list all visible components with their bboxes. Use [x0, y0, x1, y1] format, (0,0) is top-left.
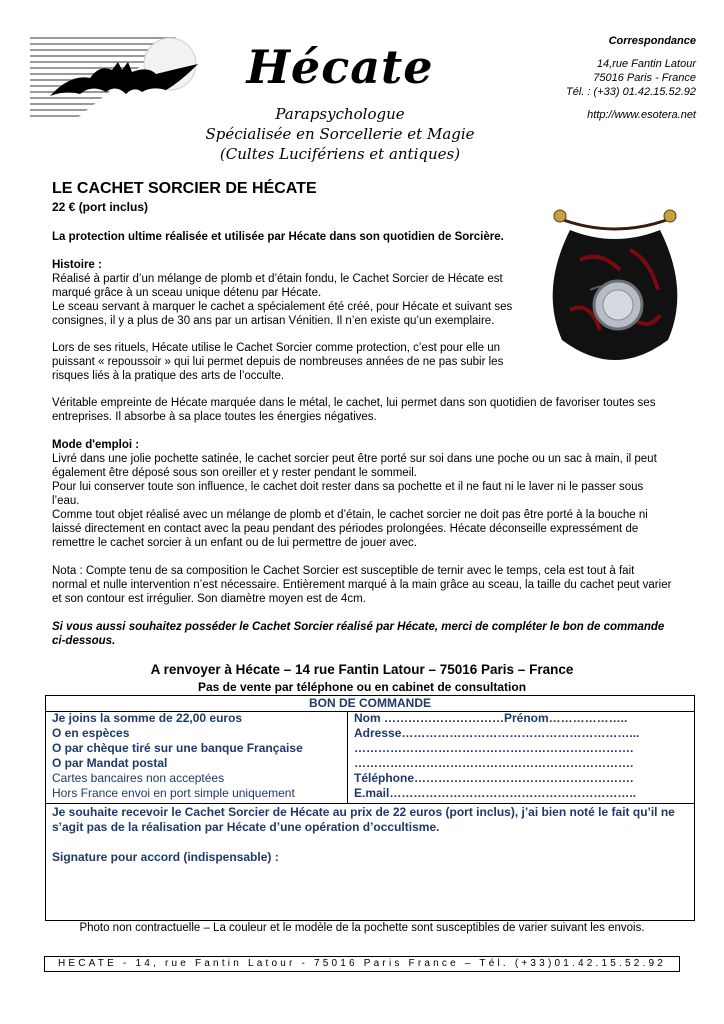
article-title: LE CACHET SORCIER DE HÉCATE [52, 180, 317, 197]
brand-subtitle [180, 104, 500, 164]
history-paragraph: Lors de ses rituels, Hécate utilise le Cachet Sorcier comme protection, c’est pour elle un puissant « repoussoir » qui lui permet depuis de nombreuses années de ne pas subir les risques liés à la pratique des arts de l’occulte. [52, 342, 504, 382]
history-paragraph: Réalisé à partir d’un mélange de plomb et d’étain fondu, le Cachet Sorcier de Hécate est marqué grâce à un sceau unique détenu par Hécate. [52, 273, 503, 299]
amount-label: Je joins la somme de 22,00 euros [52, 711, 243, 725]
phone-field[interactable]: Téléphone………………………………………………. [354, 771, 634, 785]
pay-cheque-option[interactable]: O par chèque tiré sur une banque Française [52, 741, 303, 755]
order-form-title: BON DE COMMANDE [46, 696, 694, 712]
usage-paragraph: Pour lui conserver toute son influence, le cachet doit rester dans sa pochette et il ne faut ni le laver ni le passer sous l’eau. [52, 481, 644, 507]
contact-address-1: 14,rue Fantin Latour [596, 58, 696, 70]
pouch-image [540, 200, 690, 375]
contact-block [476, 34, 696, 122]
subtitle-line: Parapsychologue [275, 105, 405, 123]
agreement-section [46, 803, 694, 921]
no-sale-notice: Pas de vente par téléphone ou en cabinet de consultation [197, 680, 527, 694]
address-line-field[interactable]: ……………………………………………………………. [354, 741, 634, 755]
abroad-note: Hors France envoi en port simple uniquement [52, 786, 295, 800]
usage-heading: Mode d'emploi : [52, 439, 140, 451]
agreement-text: Je souhaite recevoir le Cachet Sorcier de Hécate au prix de 22 euros (port inclus), j’ai bien noté le fait qu’il ne s’agit pas de la réalisation par Hécate d’une opération d’occultisme. [52, 805, 675, 834]
history-heading: Histoire : [52, 259, 102, 271]
photo-disclaimer: Photo non contractuelle – La couleur et le modèle de la pochette sont susceptibles de varier suivant les envois. [79, 922, 645, 934]
price: 22 € (port inclus) [52, 200, 149, 214]
usage-paragraph: Livré dans une jolie pochette satinée, le cachet sorcier peut être porté sur soi dans une poche ou un sac à main, il peut également être déposé sous son oreiller et y rester pendant le sommeil. [52, 453, 657, 479]
usage-paragraph: Comme tout objet réalisé avec un mélange de plomb et d’étain, le cachet sorcier ne doit pas être porté à la bouche ni laissé directement en contact avec la peau pendant des périodes prolongées. Hécate déconseille expressément de remettre le cachet sorcier à un enfant ou de lui permettre de jouer avec. [52, 509, 648, 549]
lead-text: La protection ultime réalisée et utilisée par Hécate dans son quotidien de Sorcière. [52, 231, 504, 243]
pay-mandate-option[interactable]: O par Mandat postal [52, 756, 168, 770]
history-paragraph: Le sceau servant à marquer le cachet a spécialement été créé, pour Hécate et suivant ses consignes, il y a plus de 30 ans par un artisan Vénitien. Il n’en existe qu’un exemplaire. [52, 301, 513, 327]
no-cards-note: Cartes bancaires non acceptées [52, 771, 225, 785]
brand-title: Hécate [246, 40, 434, 94]
contact-phone: Tél. : (+33) 01.42.15.52.92 [566, 86, 696, 98]
footer-bar: HECATE - 14, rue Fantin Latour - 75016 Paris France – Tél. (+33)01.42.15.52.92 [44, 956, 680, 972]
contact-address-2: 75016 Paris - France [593, 72, 696, 84]
order-form [45, 695, 695, 921]
contact-heading: Correspondance [608, 35, 696, 47]
product-photo [540, 200, 690, 375]
return-address: A renvoyer à Hécate – 14 rue Fantin Latour – 75016 Paris – France [150, 662, 574, 677]
email-field[interactable]: E.mail…………………………………………………….. [354, 786, 637, 800]
payment-options [46, 711, 348, 803]
call-to-action: Si vous aussi souhaitez posséder le Cachet Sorcier réalisé par Hécate, merci de compléter le bon de commande ci-dessous. [52, 621, 665, 647]
contact-website-link[interactable]: http://www.esotera.net [587, 109, 696, 121]
signature-field[interactable]: Signature pour accord (indispensable) : [52, 850, 279, 864]
address-field[interactable]: Adresse…………………………………………………... [354, 726, 640, 740]
customer-fields [348, 711, 696, 803]
address-line-field[interactable]: ……………………………………………………………. [354, 756, 634, 770]
subtitle-line: Spécialisée en Sorcellerie et Magie [205, 125, 475, 143]
name-field[interactable]: Nom …………………………Prénom……………….. [354, 711, 628, 725]
pay-cash-option[interactable]: O en espèces [52, 726, 130, 740]
history-paragraph: Véritable empreinte de Hécate marquée dans le métal, le cachet, lui permet dans son quotidien de favoriser toutes ses entreprises. Il absorbe à sa place toutes les énergies négatives. [52, 397, 656, 423]
note-paragraph: Nota : Compte tenu de sa composition le Cachet Sorcier est susceptible de ternir avec le temps, cela est tout à fait normal et nulle intervention n’est nécessaire. Entièrement marqué à la main grâce au sceau, la taille du cachet peut varier et son contour est irrégulier. Son diamètre moyen est de 4cm. [52, 565, 672, 605]
subtitle-line: (Cultes Lucifériens et antiques) [219, 145, 461, 163]
